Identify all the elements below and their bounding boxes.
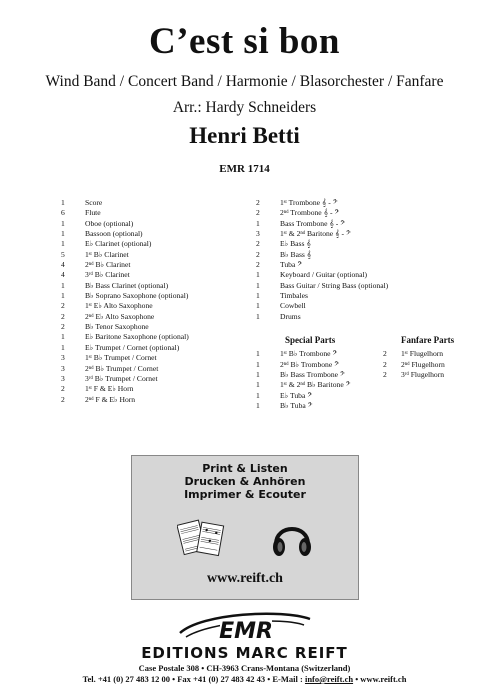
part-row: [61, 384, 189, 394]
drucken-anhoeren-label: Drucken & Anhören: [184, 475, 306, 488]
part-name: 1ˢᵗ E♭ Alto Saxophone: [85, 301, 153, 311]
part-quantity: 3: [61, 363, 65, 373]
part-row: [61, 332, 189, 342]
print-listen-box[interactable]: [131, 455, 359, 600]
part-name: 2ⁿᵈ Flugelhorn: [401, 359, 445, 369]
part-name: 3ʳᵈ B♭ Trumpet / Cornet: [85, 373, 158, 383]
arranger-line: Arr.: Hardy Schneiders: [172, 99, 317, 116]
part-quantity: 1: [61, 332, 65, 342]
part-quantity: 4: [61, 270, 65, 280]
part-quantity: 4: [61, 260, 65, 270]
part-quantity: 1: [61, 239, 65, 249]
part-row: [256, 312, 388, 322]
part-name: 1ˢᵗ & 2ⁿᵈ Baritone 𝄞 - 𝄢: [280, 229, 351, 239]
part-row: [61, 353, 189, 363]
part-quantity: 2: [61, 394, 65, 404]
part-quantity: 2: [256, 249, 260, 259]
part-row: [61, 239, 189, 249]
part-name: 1ˢᵗ F & E♭ Horn: [85, 384, 134, 394]
composer-name: Henri Betti: [189, 123, 300, 148]
part-name: B♭ Tuba 𝄢: [280, 401, 313, 411]
part-quantity: 5: [61, 249, 65, 259]
part-quantity: 2: [61, 322, 65, 332]
part-name: Bass Guitar / String Bass (optional): [280, 280, 389, 290]
part-quantity: 2: [61, 384, 65, 394]
part-row: [61, 229, 189, 239]
part-quantity: 2: [256, 208, 260, 218]
headphones-icon: [270, 516, 314, 562]
part-name: 2ⁿᵈ B♭ Trombone 𝄢: [280, 359, 340, 369]
part-row: [256, 229, 388, 239]
contact-email-link[interactable]: info@reift.ch: [304, 674, 354, 684]
fanfare-parts-list: [383, 335, 454, 380]
part-quantity: 1: [256, 349, 260, 359]
part-quantity: 2: [383, 370, 387, 380]
part-row: [61, 208, 189, 218]
part-name: 2ⁿᵈ E♭ Alto Saxophone: [85, 311, 155, 321]
part-quantity: 1: [256, 380, 260, 390]
part-row: [61, 374, 189, 384]
part-quantity: 2: [256, 260, 260, 270]
part-quantity: 1: [61, 229, 65, 239]
part-name: 2ⁿᵈ Trombone 𝄞 - 𝄢: [280, 208, 340, 218]
part-name: Score: [85, 198, 103, 207]
part-name: 3ʳᵈ B♭ Clarinet: [85, 270, 130, 280]
part-row: [61, 301, 189, 311]
part-row: [256, 219, 388, 229]
part-name: 1ˢᵗ & 2ⁿᵈ B♭ Baritone 𝄢: [280, 380, 351, 390]
part-row: [256, 208, 388, 218]
part-name: 1ˢᵗ B♭ Clarinet: [85, 249, 129, 259]
part-name: E♭ Baritone Saxophone (optional): [85, 332, 189, 342]
parts-list-right: [256, 198, 388, 322]
part-quantity: 2: [256, 198, 260, 207]
publisher-address: Case Postale 308 • CH-3963 Crans-Montana (Switzerland): [138, 663, 351, 673]
part-row: [61, 322, 189, 332]
part-row: [383, 349, 454, 359]
part-row: [61, 270, 189, 280]
part-row: [256, 281, 388, 291]
part-name: B♭ Tenor Saxophone: [85, 322, 149, 332]
part-name: Flute: [85, 208, 101, 218]
part-row: [61, 343, 189, 353]
part-row: [256, 291, 388, 301]
part-quantity: 1: [256, 359, 260, 369]
part-quantity: 3: [61, 353, 65, 363]
part-name: Keyboard / Guitar (optional): [280, 270, 368, 280]
part-row: [383, 360, 454, 370]
part-quantity: 1: [256, 270, 260, 280]
part-name: Bass Trombone 𝄞 - 𝄢: [280, 218, 346, 228]
part-name: Timbales: [280, 291, 308, 301]
part-name: 3ʳᵈ Flugelhorn: [401, 370, 445, 380]
part-row: [256, 260, 388, 270]
part-name: 2ⁿᵈ B♭ Trumpet / Cornet: [85, 363, 159, 373]
part-row: [61, 250, 189, 260]
publisher-contact: [0, 674, 489, 684]
part-quantity: 1: [256, 291, 260, 301]
ensemble-subtitle: Wind Band / Concert Band / Harmonie / Blasorchester / Fanfare: [45, 73, 444, 90]
part-quantity: 1: [256, 301, 260, 311]
piece-title: C’est si bon: [148, 21, 341, 62]
special-parts-list: [256, 335, 351, 411]
parts-list-left: [61, 198, 189, 405]
part-quantity: 2: [256, 239, 260, 249]
part-row: [256, 301, 388, 311]
part-quantity: 1: [256, 311, 260, 321]
part-row: [256, 401, 351, 411]
part-quantity: 1: [256, 218, 260, 228]
part-row: [383, 370, 454, 380]
logo-emr-text: EMR: [219, 619, 273, 644]
part-name: 1ˢᵗ B♭ Trumpet / Cornet: [85, 353, 157, 363]
part-name: B♭ Bass Trombone 𝄢: [280, 370, 345, 380]
part-row: [256, 270, 388, 280]
part-name: Cowbell: [280, 301, 306, 311]
sheet-music-icon: [177, 516, 227, 562]
part-quantity: 1: [256, 390, 260, 400]
fanfare-parts-heading: Fanfare Parts: [401, 335, 455, 345]
part-row: [61, 219, 189, 229]
part-row: [256, 250, 388, 260]
part-quantity: 1: [61, 198, 65, 207]
part-row: [61, 364, 189, 374]
part-row: [256, 391, 351, 401]
part-name: B♭ Bass Clarinet (optional): [85, 280, 169, 290]
part-name: E♭ Trumpet / Cornet (optional): [85, 342, 180, 352]
part-quantity: 6: [61, 208, 65, 218]
part-row: [61, 281, 189, 291]
part-quantity: 1: [61, 280, 65, 290]
part-row: [256, 349, 351, 359]
part-name: Bassoon (optional): [85, 229, 143, 239]
part-name: 1ˢᵗ B♭ Trombone 𝄢: [280, 349, 338, 359]
part-name: Oboe (optional): [85, 218, 134, 228]
contact-website: • www.reift.ch: [353, 674, 407, 684]
publisher-name: EDITIONS MARC REIFT: [141, 644, 348, 662]
part-row: [61, 260, 189, 270]
part-quantity: 2: [383, 349, 387, 359]
part-row: [256, 198, 388, 208]
part-name: 1ˢᵗ Trombone 𝄞 - 𝄢: [280, 198, 338, 207]
print-box-website[interactable]: www.reift.ch: [207, 571, 283, 586]
catalog-number: EMR 1714: [219, 163, 270, 175]
part-quantity: 1: [256, 370, 260, 380]
part-quantity: 1: [61, 218, 65, 228]
part-quantity: 1: [61, 342, 65, 352]
part-name: E♭ Clarinet (optional): [85, 239, 152, 249]
part-row: [61, 312, 189, 322]
part-quantity: 2: [383, 359, 387, 369]
part-name: Drums: [280, 311, 301, 321]
part-quantity: 1: [61, 291, 65, 301]
part-name: B♭ Soprano Saxophone (optional): [85, 291, 189, 301]
imprimer-ecouter-label: Imprimer & Ecouter: [184, 488, 306, 501]
part-quantity: 3: [61, 373, 65, 383]
part-quantity: 2: [61, 301, 65, 311]
part-name: Tuba 𝄢: [280, 260, 303, 270]
part-row: [61, 395, 189, 405]
part-name: 2ⁿᵈ B♭ Clarinet: [85, 260, 131, 270]
part-name: 1ˢᵗ Flugelhorn: [401, 349, 444, 359]
part-quantity: 2: [61, 311, 65, 321]
part-row: [256, 239, 388, 249]
part-row: [61, 291, 189, 301]
print-listen-label: Print & Listen: [202, 462, 288, 475]
part-name: B♭ Bass 𝄞: [280, 249, 312, 259]
part-name: 2ⁿᵈ F & E♭ Horn: [85, 394, 136, 404]
part-name: E♭ Bass 𝄞: [280, 239, 311, 249]
part-quantity: 1: [256, 280, 260, 290]
contact-phone-fax: Tel. +41 (0) 27 483 12 00 • Fax +41 (0) 27 483 42 43 • E-Mail :: [82, 674, 305, 684]
part-row: [61, 198, 189, 208]
part-quantity: 1: [256, 401, 260, 411]
part-row: [256, 360, 351, 370]
part-row: [256, 380, 351, 390]
emr-logo: [172, 607, 317, 647]
part-quantity: 3: [256, 229, 260, 239]
part-name: E♭ Tuba 𝄢: [280, 390, 313, 400]
part-row: [256, 370, 351, 380]
special-parts-heading: Special Parts: [285, 335, 336, 345]
